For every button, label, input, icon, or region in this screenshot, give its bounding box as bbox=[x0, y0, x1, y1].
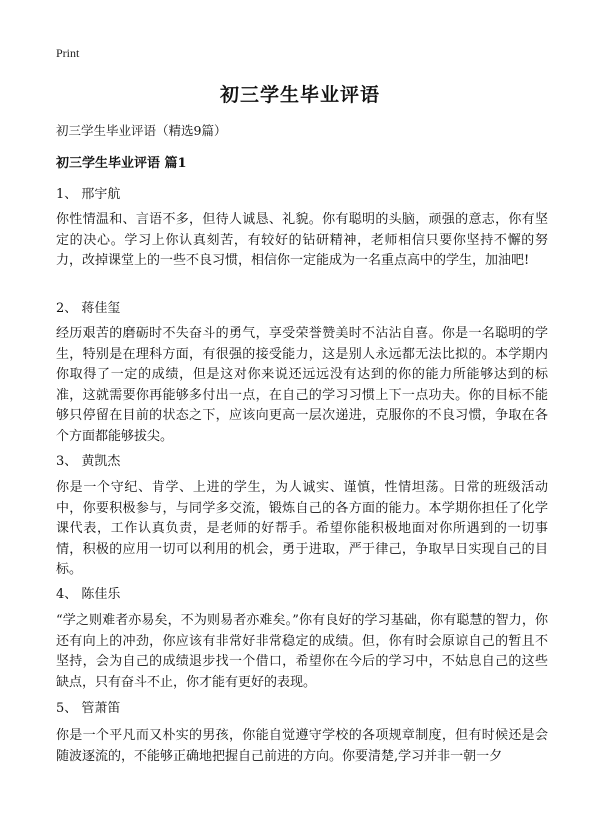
chapter-title: 初三学生毕业评语 篇1 bbox=[56, 156, 187, 171]
print-link[interactable]: Print bbox=[56, 46, 80, 60]
document-subtitle: 初三学生毕业评语（精选9篇） bbox=[56, 123, 227, 138]
entry-name: 2、 蒋佳玺 bbox=[56, 301, 121, 316]
entry-text: “学之则难者亦易矣，不为则易者亦难矣。”你有良好的学习基础，你有聪慧的智力，你还有向上的冲劲，你应该有非常好非常稳定的成绩。但，你有时会原谅自己的暂且不坚持，会为自己的成绩退步找一个借口，希望你在今后的学习中，不姑息自己的这些缺点，只有奋斗不止，你才能有更好的表现。 bbox=[56, 613, 548, 690]
entry-text: 经历艰苦的磨砺时不失奋斗的勇气，享受荣誉赞美时不沾沾自喜。你是一名聪明的学生，特别是在理科方面，有很强的接受能力，这是别人永远都无法比拟的。本学期内你取得了一定的成绩，但是这对你来说还远远没有达到的你的能力所能够达到的标准，这就需要你再能够多付出一点，在自己的学习习惯上下一点功夫。你的目标不能够只停留在目前的状态之下，应该向更高一层次递进，克服你的不良习惯，争取在各个方面都能够拔尖。 bbox=[56, 326, 548, 444]
entry-text: 你性情温和、言语不多，但待人诚恳、礼貌。你有聪明的头脑，顽强的意志，你有坚定的决心。学习上你认真刻苦，有较好的钻研精神，老师相信只要你坚持不懈的努力，改掉课堂上的一些不良习惯，相信你一定能成为一名重点高中的学生，加油吧! bbox=[56, 212, 548, 268]
entry-name: 4、 陈佳乐 bbox=[56, 587, 121, 602]
entry-text: 你是一个平凡而又朴实的男孩，你能自觉遵守学校的各项规章制度，但有时候还是会随波逐流的，不能够正确地把握自己前进的方向。你要清楚,学习并非一朝一夕 bbox=[56, 728, 548, 764]
document-title: 初三学生毕业评语 bbox=[219, 84, 380, 106]
entry-name: 3、 黄凯杰 bbox=[56, 454, 121, 469]
entry-name: 5、 管萧笛 bbox=[56, 701, 121, 716]
entry-text: 你是一个守纪、肯学、上进的学生，为人诚实、谨慎，性情坦荡。日常的班级活动中，你要积极参与，与同学多交流，锻炼自己的各方面的能力。本学期你担任了化学课代表，工作认真负责，是老师的好帮手。希望你能积极地面对你所遇到的一切事情，积极的应用一切可以利用的机会，勇于进取，严于律己，争取早日实现自己的目标。 bbox=[56, 480, 548, 577]
entry-name: 1、 邢宇航 bbox=[56, 187, 121, 202]
